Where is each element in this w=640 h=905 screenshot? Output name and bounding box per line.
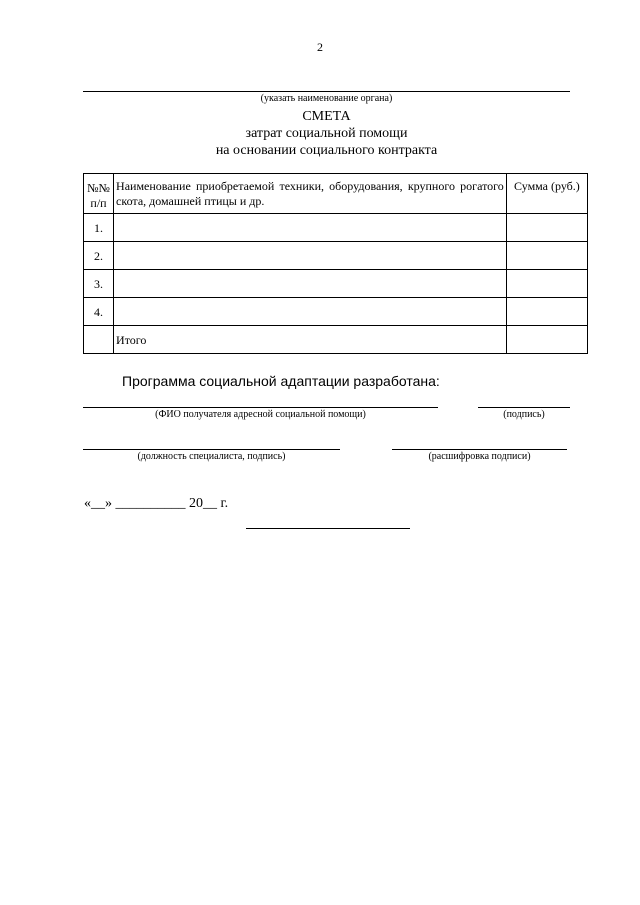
total-label: Итого <box>116 333 147 347</box>
row-number: 2. <box>84 242 114 270</box>
org-name-caption: (указать наименование органа) <box>260 93 393 104</box>
estimate-table <box>83 173 588 354</box>
total-number-cell <box>84 326 114 354</box>
title-line-1: СМЕТА <box>302 109 351 124</box>
recipient-signature-caption: (подпись) <box>503 409 545 420</box>
org-name-line <box>83 91 570 92</box>
row-name-cell[interactable] <box>114 270 507 298</box>
specialist-line <box>83 449 340 450</box>
total-sum-cell[interactable] <box>506 326 587 354</box>
table-row <box>84 214 588 242</box>
header-num: №№ п/п <box>84 174 114 214</box>
specialist-caption: (должность специалиста, подпись) <box>137 451 286 462</box>
stamp-line <box>246 528 410 529</box>
table-row <box>84 270 588 298</box>
signature-decoding-line <box>392 449 567 450</box>
row-name-cell[interactable] <box>114 298 507 326</box>
header-name: Наименование приобретаемой техники, оборудования, крупного рогатого скота, домашней птицы и др. <box>114 174 507 214</box>
signature-decoding-caption: (расшифровка подписи) <box>428 451 531 462</box>
row-sum-cell[interactable] <box>506 298 587 326</box>
recipient-signature-line <box>478 407 570 408</box>
program-developed-text: Программа социальной адаптации разработана: <box>122 373 440 389</box>
table-header-row <box>84 174 588 214</box>
row-number: 4. <box>84 298 114 326</box>
recipient-name-line <box>83 407 438 408</box>
title-line-2: затрат социальной помощи <box>245 126 408 141</box>
header-sum: Сумма (руб.) <box>506 174 587 214</box>
row-sum-cell[interactable] <box>506 270 587 298</box>
row-name-cell[interactable] <box>114 214 507 242</box>
page-number: 2 <box>317 40 323 54</box>
date-line: «__» __________ 20__ г. <box>84 496 229 511</box>
row-name-cell[interactable] <box>114 242 507 270</box>
row-number: 1. <box>84 214 114 242</box>
title-line-3: на основании социального контракта <box>215 143 438 158</box>
table-row <box>84 298 588 326</box>
document-title <box>83 108 570 159</box>
table-total-row <box>84 326 588 354</box>
table-row <box>84 242 588 270</box>
row-sum-cell[interactable] <box>506 214 587 242</box>
row-number: 3. <box>84 270 114 298</box>
recipient-name-caption: (ФИО получателя адресной социальной помощи) <box>155 409 366 420</box>
total-label-cell <box>114 326 507 354</box>
row-sum-cell[interactable] <box>506 242 587 270</box>
